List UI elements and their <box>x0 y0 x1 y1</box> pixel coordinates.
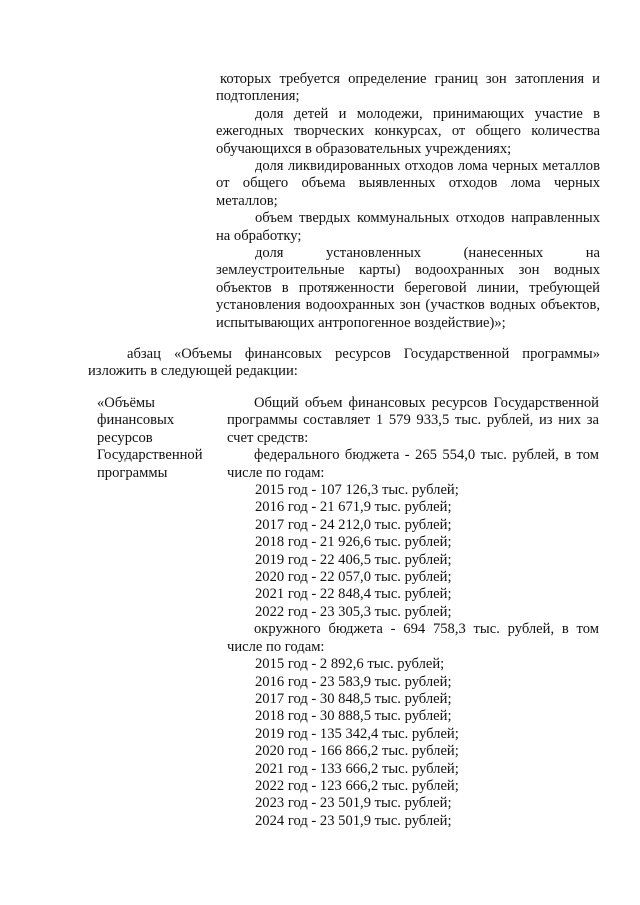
federal-year-line: 2017 год - 24 212,0 тыс. рублей; <box>255 516 452 533</box>
district-year-line: 2017 год - 30 848,5 тыс. рублей; <box>255 690 452 707</box>
table-label-cell <box>97 395 212 482</box>
label-line: программы <box>97 464 168 481</box>
indicator-solid-waste-volume: объем твердых коммунальных отходов направленных на обработку; <box>216 210 600 244</box>
district-year-line: 2024 год - 23 501,9 тыс. рублей; <box>255 812 452 829</box>
district-budget-header: окружного бюджета - 694 758,3 тыс. рублей, в том числе по годам: <box>227 621 599 655</box>
federal-year-line: 2015 год - 107 126,3 тыс. рублей; <box>255 482 459 499</box>
amendment-paragraph <box>88 346 600 381</box>
federal-year-line: 2019 год - 22 406,5 тыс. рублей; <box>255 551 452 568</box>
district-year-line: 2020 год - 166 866,2 тыс. рублей; <box>255 743 459 760</box>
district-year-line: 2016 год - 23 583,9 тыс. рублей; <box>255 673 452 690</box>
district-year-line: 2018 год - 30 888,5 тыс. рублей; <box>255 708 452 725</box>
amendment-text: абзац «Объемы финансовых ресурсов Государственной программы» изложить в следующей редакции: <box>88 346 600 380</box>
indicator-continuation: которых требуется определение границ зон затопления и подтопления; <box>216 71 600 105</box>
label-line: Государственной <box>97 447 203 464</box>
federal-year-line: 2021 год - 22 848,4 тыс. рублей; <box>255 586 452 603</box>
table-content-cell <box>227 395 599 830</box>
label-line: ресурсов <box>97 429 153 446</box>
district-year-line: 2022 год - 123 666,2 тыс. рублей; <box>255 777 459 794</box>
district-year-line: 2019 год - 135 342,4 тыс. рублей; <box>255 725 459 742</box>
indicator-scrap-metal-share: доля ликвидированных отходов лома черных металлов от общего объема выявленных отходов лома черных металлов; <box>216 158 600 209</box>
federal-year-line: 2018 год - 21 926,6 тыс. рублей; <box>255 534 452 551</box>
indicator-children-share: доля детей и молодежи, принимающих участие в ежегодных творческих конкурсах, от общего количества обучающихся в образовательных учреждениях; <box>216 105 600 157</box>
district-year-line: 2021 год - 133 666,2 тыс. рублей; <box>255 760 459 777</box>
total-funding-text: Общий объем финансовых ресурсов Государственной программы составляет 1 579 933,5 тыс. рублей, из них за счет средств: <box>227 395 599 446</box>
federal-year-line: 2020 год - 22 057,0 тыс. рублей; <box>255 569 452 586</box>
label-line: «Объёмы <box>97 395 155 411</box>
district-year-line: 2015 год - 2 892,6 тыс. рублей; <box>255 656 445 673</box>
federal-year-line: 2016 год - 21 671,9 тыс. рублей; <box>255 499 452 516</box>
federal-budget-header: федерального бюджета - 265 554,0 тыс. рублей, в том числе по годам: <box>227 447 599 481</box>
federal-year-line: 2022 год - 23 305,3 тыс. рублей; <box>255 603 452 620</box>
label-line: финансовых <box>97 412 175 429</box>
indicator-list <box>216 71 600 332</box>
district-year-line: 2023 год - 23 501,9 тыс. рублей; <box>255 795 452 812</box>
indicator-water-protection-zones: доля установленных (нанесенных на землеустроительные карты) водоохранных зон водных объектов в протяженности береговой линии, требующей установления водоохранных зон (участков водных объектов, испытывающих антропогенное воздействие)»; <box>216 245 600 331</box>
